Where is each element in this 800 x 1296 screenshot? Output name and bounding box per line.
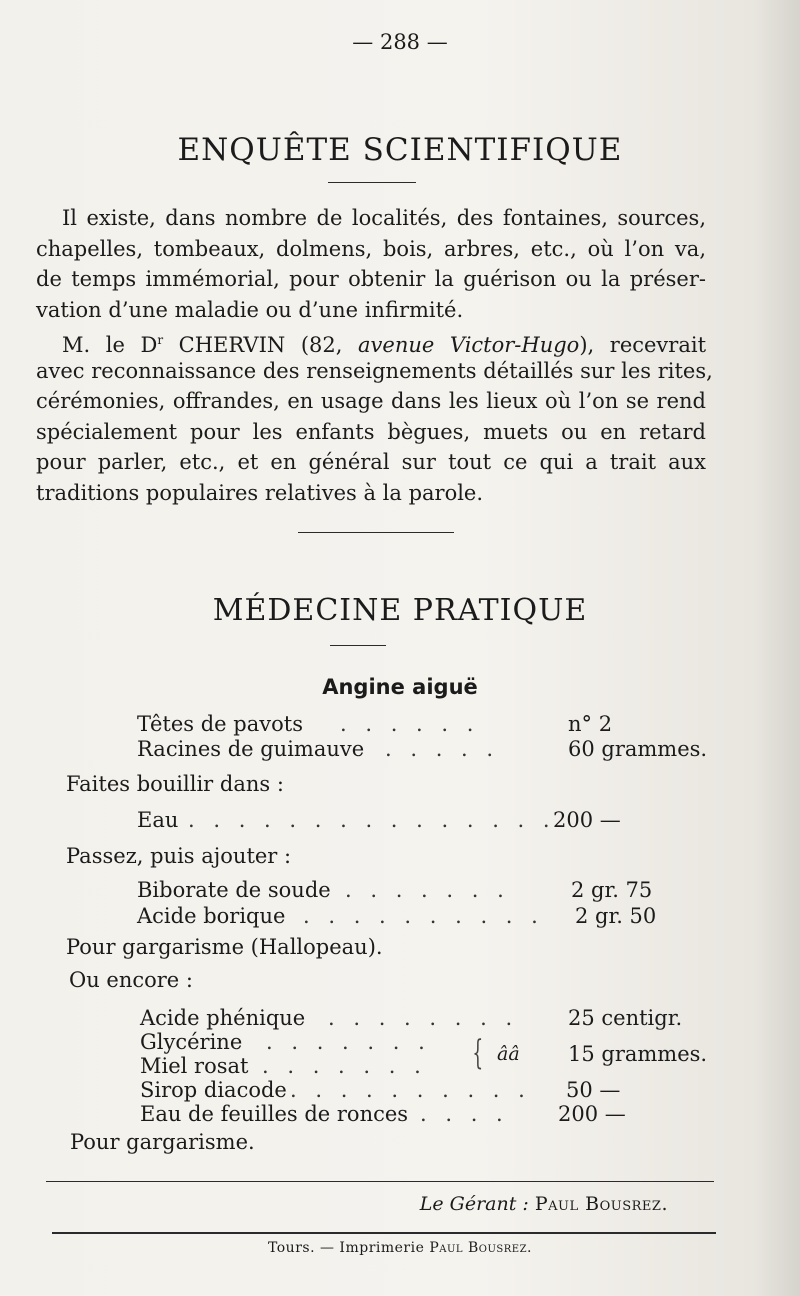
paragraph-enquete [36, 203, 713, 508]
recipe-title: Angine aiguë [322, 675, 478, 699]
recipe-row [0, 1102, 800, 1128]
leader-dots: . . . . . . [340, 712, 480, 736]
paragraph-line: avec reconnaissance des renseignements détaillés sur les rites, [36, 358, 713, 383]
ingredient-label: Racines de guimauve [137, 737, 365, 761]
ana-label: ââ [497, 1043, 520, 1065]
p2-tail: ), recevrait [579, 333, 707, 357]
ingredient-value: 60 grammes. [568, 737, 708, 761]
ingredient-label: Biborate de soude [137, 878, 331, 902]
recipe-row [0, 808, 800, 834]
printer-rule [52, 1232, 716, 1234]
title-rule [328, 182, 416, 183]
title-rule [330, 645, 386, 646]
ingredient-value: 2 gr. 50 [575, 904, 657, 928]
recipe-row [0, 1078, 800, 1104]
ingredient-value: 50 — [566, 1078, 621, 1102]
section-title-medecine: MÉDECINE PRATIQUE [212, 593, 588, 628]
signature-label: Le Gérant : [419, 1193, 529, 1215]
footer-rule [46, 1181, 714, 1182]
paragraph-line: de temps immémorial, pour obtenir la guérison ou la préser- [36, 267, 706, 291]
recipe-instruction: Ou encore : [69, 968, 193, 992]
recipe-row [0, 878, 800, 904]
recipe-instruction: Passez, puis ajouter : [66, 844, 292, 868]
leader-dots: . . . . . . . . . . [303, 904, 544, 928]
ingredient-label: Acide borique [137, 904, 286, 928]
paragraph-line [36, 325, 706, 356]
paragraph-line: vation d’une maladie ou d’une infirmité. [36, 297, 464, 322]
p2-lead: M. le D [62, 333, 158, 357]
paragraph-line: pour parler, etc., et en général sur tout ce qui a trait aux [36, 450, 706, 474]
ingredient-label: Eau [137, 808, 179, 832]
p2-name: CHERVIN (82, [163, 333, 359, 357]
ingredient-label: Glycérine [140, 1030, 243, 1054]
section-title-enquete: ENQUÊTE SCIENTIFIQUE [177, 132, 623, 168]
ingredient-label: Têtes de pavots [137, 712, 303, 736]
printer-text: Tours. — Imprimerie [268, 1240, 425, 1256]
page-number: — 288 — [352, 30, 448, 54]
leader-dots: . . . . . [385, 737, 500, 761]
leader-dots: . . . . . . . [345, 878, 510, 902]
signature-name: Paul Bousrez. [534, 1193, 668, 1215]
ingredient-label: Acide phénique [140, 1006, 306, 1030]
recipe-instruction: Pour gargarisme. [70, 1130, 255, 1154]
ingredient-value: 200 — [558, 1102, 626, 1126]
ingredient-label: Eau de feuilles de ronces [140, 1102, 409, 1126]
brace-icon: { [472, 1033, 484, 1073]
ingredient-label: Miel rosat [140, 1054, 249, 1078]
ingredient-value: 2 gr. 75 [571, 878, 653, 902]
paragraph-line: cérémonies, offrandes, en usage dans les lieux où l’on se rend [36, 389, 706, 413]
ingredient-value: 200 — [553, 808, 621, 832]
p2-address: avenue Victor-Hugo [358, 333, 580, 357]
recipe-instruction: Faites bouillir dans : [66, 772, 284, 796]
p2-sup: r [157, 333, 164, 347]
leader-dots: . . . . . . . . [328, 1006, 519, 1030]
recipe-row [0, 904, 800, 930]
paragraph-line: Il existe, dans nombre de localités, des fontaines, sources, [62, 206, 706, 230]
leader-dots: . . . . . . . . . . . . . . . [188, 808, 556, 832]
leader-dots: . . . . . . . [266, 1030, 431, 1054]
leader-dots: . . . . . . . . . . [290, 1078, 531, 1102]
section-divider [298, 532, 454, 533]
leader-dots: . . . . . . . [262, 1054, 427, 1078]
ingredient-label: Sirop diacode [140, 1078, 287, 1102]
recipe-row [0, 712, 800, 738]
recipe-row [0, 737, 800, 763]
ana-value: 15 grammes. [568, 1042, 708, 1066]
paragraph-line: traditions populaires relatives à la parole. [36, 480, 484, 505]
leader-dots: . . . . [420, 1102, 509, 1126]
paragraph-line: spécialement pour les enfants bègues, muets ou en retard [36, 419, 706, 444]
printer-line [0, 1240, 800, 1256]
recipe-row [0, 1006, 800, 1032]
ingredient-value: 25 centigr. [568, 1006, 683, 1030]
printer-name: Paul Bousrez. [429, 1240, 532, 1256]
paragraph-line: chapelles, tombeaux, dolmens, bois, arbres, etc., où l’on va, [36, 236, 706, 261]
signature [420, 1193, 668, 1215]
ingredient-value: n° 2 [568, 712, 613, 736]
recipe-instruction: Pour gargarisme (Hallopeau). [66, 935, 383, 959]
